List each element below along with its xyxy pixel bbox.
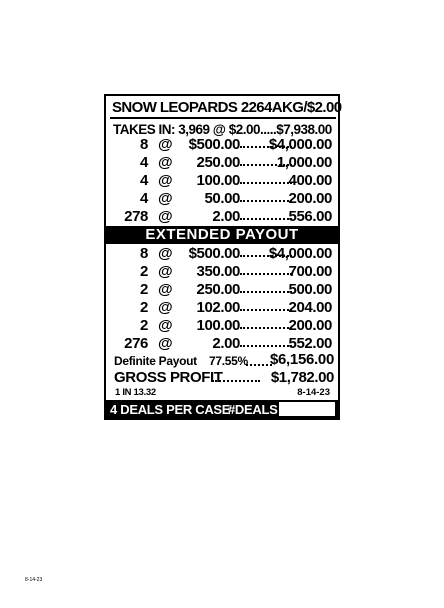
prize-amount: 50.00 bbox=[204, 190, 240, 207]
prize-row bbox=[106, 299, 338, 317]
odds-text: 1 IN 13.32 bbox=[115, 387, 156, 398]
prize-row bbox=[106, 154, 338, 172]
leader-dots bbox=[246, 364, 272, 366]
leader-dots bbox=[240, 291, 292, 293]
prize-total: $4,000.00 bbox=[268, 245, 332, 262]
at-symbol: @ bbox=[158, 208, 173, 225]
prize-row bbox=[106, 245, 338, 263]
prize-total: 200.00 bbox=[288, 317, 332, 334]
definite-payout-percent: 77.55% bbox=[209, 354, 248, 368]
at-symbol: @ bbox=[158, 136, 173, 153]
prize-total: 204.00 bbox=[288, 299, 332, 316]
prize-total: 400.00 bbox=[288, 172, 332, 189]
gross-profit-line bbox=[114, 369, 334, 387]
prize-row bbox=[106, 190, 338, 208]
definite-payout-value: $6,156.00 bbox=[269, 351, 334, 368]
prize-amount: 2.00 bbox=[212, 335, 240, 352]
takes-in-line: TAKES IN: 3,969 @ $2.00.....$7,938.00 bbox=[113, 122, 332, 137]
gross-profit-value: $1,782.00 bbox=[270, 369, 334, 386]
pull-tab-flare bbox=[104, 94, 340, 420]
prize-quantity: 276 bbox=[124, 335, 148, 352]
prize-row bbox=[106, 208, 338, 226]
prize-row bbox=[106, 263, 338, 281]
leader-dots bbox=[240, 200, 292, 202]
definite-payout-line bbox=[114, 352, 334, 368]
leader-dots bbox=[240, 327, 292, 329]
prize-quantity: 2 bbox=[140, 299, 148, 316]
gross-profit-label: GROSS PROFIT bbox=[114, 369, 223, 386]
leader-dots bbox=[240, 309, 292, 311]
prize-quantity: 278 bbox=[124, 208, 148, 225]
deals-label: #DEALS bbox=[228, 402, 278, 417]
prize-row bbox=[106, 172, 338, 190]
prize-amount: $500.00 bbox=[188, 245, 240, 262]
prize-row bbox=[106, 317, 338, 335]
prize-amount: 2.00 bbox=[212, 208, 240, 225]
prize-quantity: 4 bbox=[140, 172, 148, 189]
prize-quantity: 8 bbox=[140, 136, 148, 153]
prize-total: 552.00 bbox=[288, 335, 332, 352]
leader-dots bbox=[240, 182, 292, 184]
prize-row bbox=[106, 136, 338, 154]
date-text: 8-14-23 bbox=[297, 387, 330, 398]
prize-quantity: 2 bbox=[140, 263, 148, 280]
prize-quantity: 8 bbox=[140, 245, 148, 262]
at-symbol: @ bbox=[158, 299, 173, 316]
leader-dots bbox=[240, 218, 292, 220]
leader-dots bbox=[240, 273, 292, 275]
title-divider bbox=[110, 117, 336, 119]
prize-total: 700.00 bbox=[288, 263, 332, 280]
at-symbol: @ bbox=[158, 172, 173, 189]
prize-quantity: 2 bbox=[140, 281, 148, 298]
extended-payout-banner: EXTENDED PAYOUT bbox=[106, 226, 338, 244]
corner-code: 8-14-23 bbox=[25, 577, 43, 583]
prize-total: 1,000.00 bbox=[276, 154, 332, 171]
game-title: SNOW LEOPARDS 2264AKG/$2.00 bbox=[112, 99, 342, 116]
footer-bar bbox=[106, 400, 338, 418]
prize-total: 500.00 bbox=[288, 281, 332, 298]
prize-total: $4,000.00 bbox=[268, 136, 332, 153]
prize-amount: $500.00 bbox=[188, 136, 240, 153]
prize-total: 556.00 bbox=[288, 208, 332, 225]
definite-payout-label: Definite Payout bbox=[114, 354, 197, 368]
prize-amount: 100.00 bbox=[196, 317, 240, 334]
prize-amount: 250.00 bbox=[196, 154, 240, 171]
at-symbol: @ bbox=[158, 190, 173, 207]
prize-row bbox=[106, 281, 338, 299]
at-symbol: @ bbox=[158, 281, 173, 298]
deals-entry-box bbox=[278, 401, 336, 417]
leader-dots bbox=[212, 380, 260, 382]
leader-dots bbox=[240, 345, 292, 347]
at-symbol: @ bbox=[158, 335, 173, 352]
deals-per-case: 4 DEALS PER CASE bbox=[110, 402, 231, 417]
prize-quantity: 4 bbox=[140, 154, 148, 171]
prize-amount: 350.00 bbox=[196, 263, 240, 280]
prize-total: 200.00 bbox=[288, 190, 332, 207]
prize-quantity: 4 bbox=[140, 190, 148, 207]
at-symbol: @ bbox=[158, 245, 173, 262]
prize-quantity: 2 bbox=[140, 317, 148, 334]
at-symbol: @ bbox=[158, 263, 173, 280]
prize-amount: 100.00 bbox=[196, 172, 240, 189]
at-symbol: @ bbox=[158, 317, 173, 334]
prize-amount: 250.00 bbox=[196, 281, 240, 298]
at-symbol: @ bbox=[158, 154, 173, 171]
prize-amount: 102.00 bbox=[196, 299, 240, 316]
